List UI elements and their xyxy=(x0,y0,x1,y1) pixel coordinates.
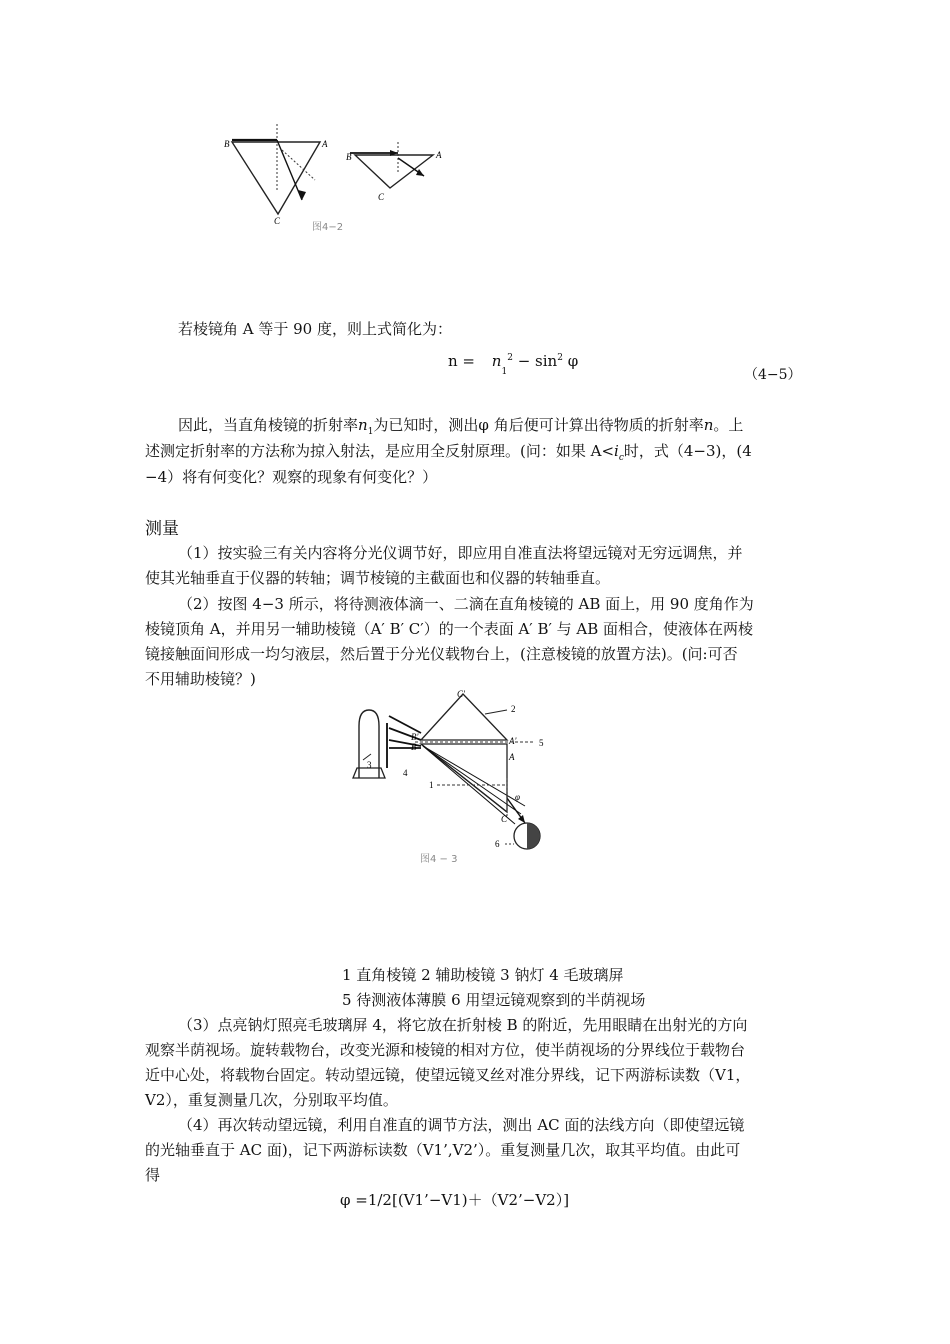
fig2-label-3: 3 xyxy=(367,760,372,770)
step3-line4: V2），重复测量几次，分别取平均值。 xyxy=(145,1091,398,1109)
eq-phi: φ xyxy=(567,352,579,370)
fig2-label-2: 2 xyxy=(511,704,516,714)
therefore-ic-sub: c xyxy=(618,453,624,463)
eq-sub1: 1 xyxy=(501,367,508,377)
step4-line2: 的光轴垂直于 AC 面)，记下两游标读数（V1’,V2’）。重复测量几次，取其平均值。由此可 xyxy=(145,1141,741,1159)
legend-line1: 1 直角棱镜 2 辅助棱镜 3 钠灯 4 毛玻璃屏 xyxy=(342,966,624,984)
fig1-label-a2: A xyxy=(436,150,442,160)
step1-line1: （1）按实验三有关内容将分光仪调节好，即应用自准直法将望远镜对无穷远调焦，并 xyxy=(178,544,743,562)
fig1-label-c1: C xyxy=(274,216,281,226)
figure-4-2-caption: 图4−2 xyxy=(312,222,344,233)
step3-line2: 观察半荫视场。旋转载物台，改变光源和棱镜的相对方位，使半荫视场的分界线位于载物台 xyxy=(145,1041,746,1059)
fig1-label-a1: A xyxy=(322,139,328,149)
equation-4-5 xyxy=(448,352,579,377)
fig2-label-c-prime: C' xyxy=(457,689,465,699)
fig1-label-b1: B xyxy=(224,139,230,149)
eq-sup2b: 2 xyxy=(557,353,563,363)
step1-line2: 使其光轴垂直于仪器的转轴；调节棱镜的主截面也和仪器的转轴垂直。 xyxy=(145,569,611,587)
therefore-text-c: 。上 xyxy=(713,416,744,434)
equation-number: （4−5） xyxy=(744,367,802,383)
step4-line3: 得 xyxy=(145,1166,161,1184)
final-formula: φ =1/2[(V1’−V1)＋（V2’−V2）] xyxy=(340,1191,570,1209)
fig2-label-6: 6 xyxy=(495,839,500,849)
fig2-label-c: C xyxy=(501,814,508,824)
fig2-label-a: A xyxy=(509,752,515,762)
para-therefore-line2 xyxy=(145,440,752,469)
fig2-label-5: 5 xyxy=(539,738,544,748)
step2-line4: 不用辅助棱镜？) xyxy=(145,670,256,688)
fig1-label-c2: C xyxy=(378,192,385,202)
therefore-text-b: 为已知时，测出φ 角后便可计算出待物质的折射率 xyxy=(373,416,704,434)
para-therefore-line3: −4）将有何变化？观察的现象有何变化？） xyxy=(145,468,438,486)
fig2-label-b: B xyxy=(411,742,417,752)
fig2-label-a-prime: A' xyxy=(509,736,517,746)
para-simplify: 若棱镜角 A 等于 90 度，则上式简化为： xyxy=(178,320,452,338)
step2-line2: 棱镜顶角 A，并用另一辅助棱镜（A′ B′ C′）的一个表面 A′ B′ 与 AB 面相合，使液体在两棱 xyxy=(145,620,754,638)
therefore-n: n xyxy=(703,416,714,434)
step4-line1: （4）再次转动望远镜，利用自准直的调节方法，测出 AC 面的法线方向（即使望远镜 xyxy=(178,1116,745,1134)
step3-line3: 近中心处，将载物台固定。转动望远镜，使望远镜叉丝对准分界线，记下两游标读数（V1， xyxy=(145,1066,751,1084)
para-therefore-line1 xyxy=(178,414,743,443)
therefore-line2-b: 时，式（4−3)，(4 xyxy=(623,442,752,460)
fig1-label-b2: B xyxy=(346,152,352,162)
eq-lhs: n = xyxy=(448,352,475,370)
therefore-ic: i xyxy=(614,442,619,460)
eq-n1: n xyxy=(491,352,502,370)
eq-sup2a: 2 xyxy=(507,353,513,363)
step2-line3: 镜接触面间形成一均匀液层，然后置于分光仪载物台上，(注意棱镜的放置方法)。(问:可否 xyxy=(145,645,738,663)
therefore-sub1: 1 xyxy=(367,427,374,437)
fig2-label-4: 4 xyxy=(403,768,408,778)
fig2-label-1: 1 xyxy=(429,780,434,790)
section-title-measurement: 测量 xyxy=(145,519,179,539)
step2-line1: （2）按图 4−3 所示，将待测液体滴一、二滴在直角棱镜的 AB 面上，用 90 度角作为 xyxy=(178,595,754,613)
step3-line1: （3）点亮钠灯照亮毛玻璃屏 4，将它放在折射棱 B 的附近，先用眼睛在出射光的方向 xyxy=(178,1016,748,1034)
therefore-text-a: 因此，当直角棱镜的折射率 xyxy=(178,416,359,434)
eq-minus-sin: − sin xyxy=(517,352,558,370)
fig2-label-phi: φ xyxy=(515,792,520,802)
legend-line2: 5 待测液体薄膜 6 用望远镜观察到的半荫视场 xyxy=(342,991,646,1009)
figure-4-3 xyxy=(345,688,565,863)
fig2-label-b-prime: B' xyxy=(411,732,419,742)
figure-4-3-caption: 图4 − 3 xyxy=(420,854,458,865)
therefore-n1: n xyxy=(358,416,368,434)
therefore-line2-a: 述测定折射率的方法称为掠入射法，是应用全反射原理。(问：如果 A< xyxy=(145,442,615,460)
